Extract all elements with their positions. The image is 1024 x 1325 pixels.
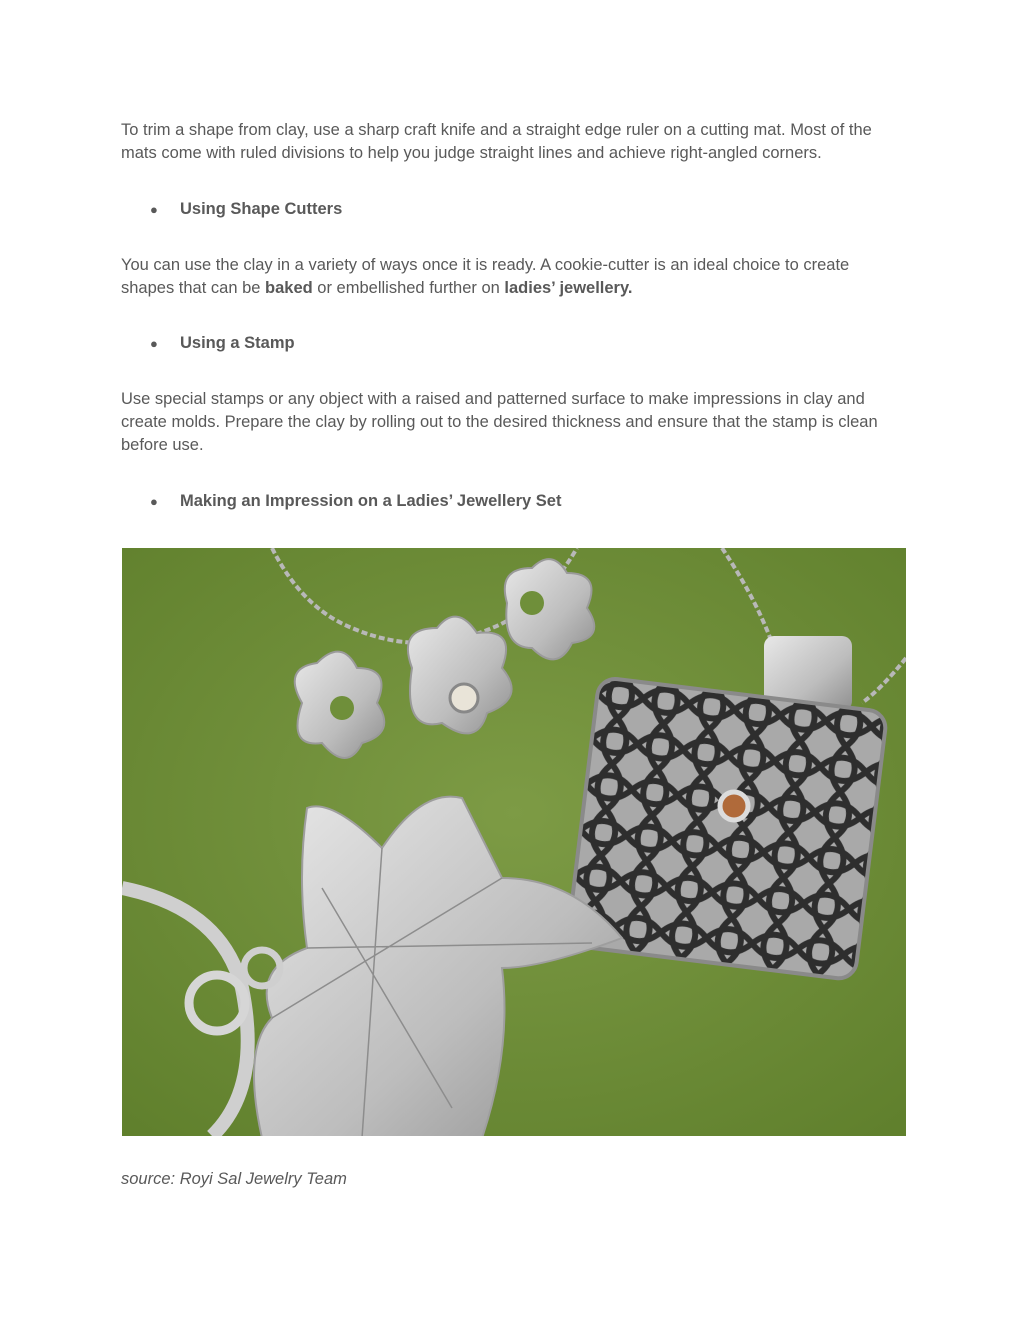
heading-stamp (150, 332, 295, 355)
heading-text: Using Shape Cutters (180, 200, 343, 218)
paragraph-trim: To trim a shape from clay, use a sharp craft knife and a straight edge ruler on a cutting mat. Most of the mats come with ruled divisions to help you judge straight lines and achieve right-angled corners. (121, 121, 872, 162)
bullet-icon: ● (150, 494, 158, 509)
photo-caption: source: Royi Sal Jewelry Team (121, 1170, 347, 1188)
bullet-icon: ● (150, 336, 158, 351)
jewellery-photo (122, 548, 906, 1136)
paragraph-cookie-cutter (121, 254, 906, 300)
heading-text: Using a Stamp (180, 334, 295, 352)
heading-text: Making an Impression on a Ladies’ Jewellery Set (180, 492, 562, 510)
paragraph-stamps: Use special stamps or any object with a raised and patterned surface to make impressions in clay and create molds. Prepare the clay by rolling out to the desired thickness and ensure that the stamp is clean before use. (121, 390, 878, 454)
heading-shape-cutters (150, 198, 342, 221)
text-run: or embellished further on (312, 279, 505, 297)
text-run: You can use the clay in a variety of ways once it is ready. A cookie-cutter is an ideal choice to create shapes that can be (121, 256, 850, 297)
bold-jewellery: ladies’ jewellery. (504, 279, 633, 297)
heading-impression (150, 490, 561, 513)
bullet-icon: ● (150, 202, 158, 217)
bold-baked: baked (265, 279, 313, 297)
